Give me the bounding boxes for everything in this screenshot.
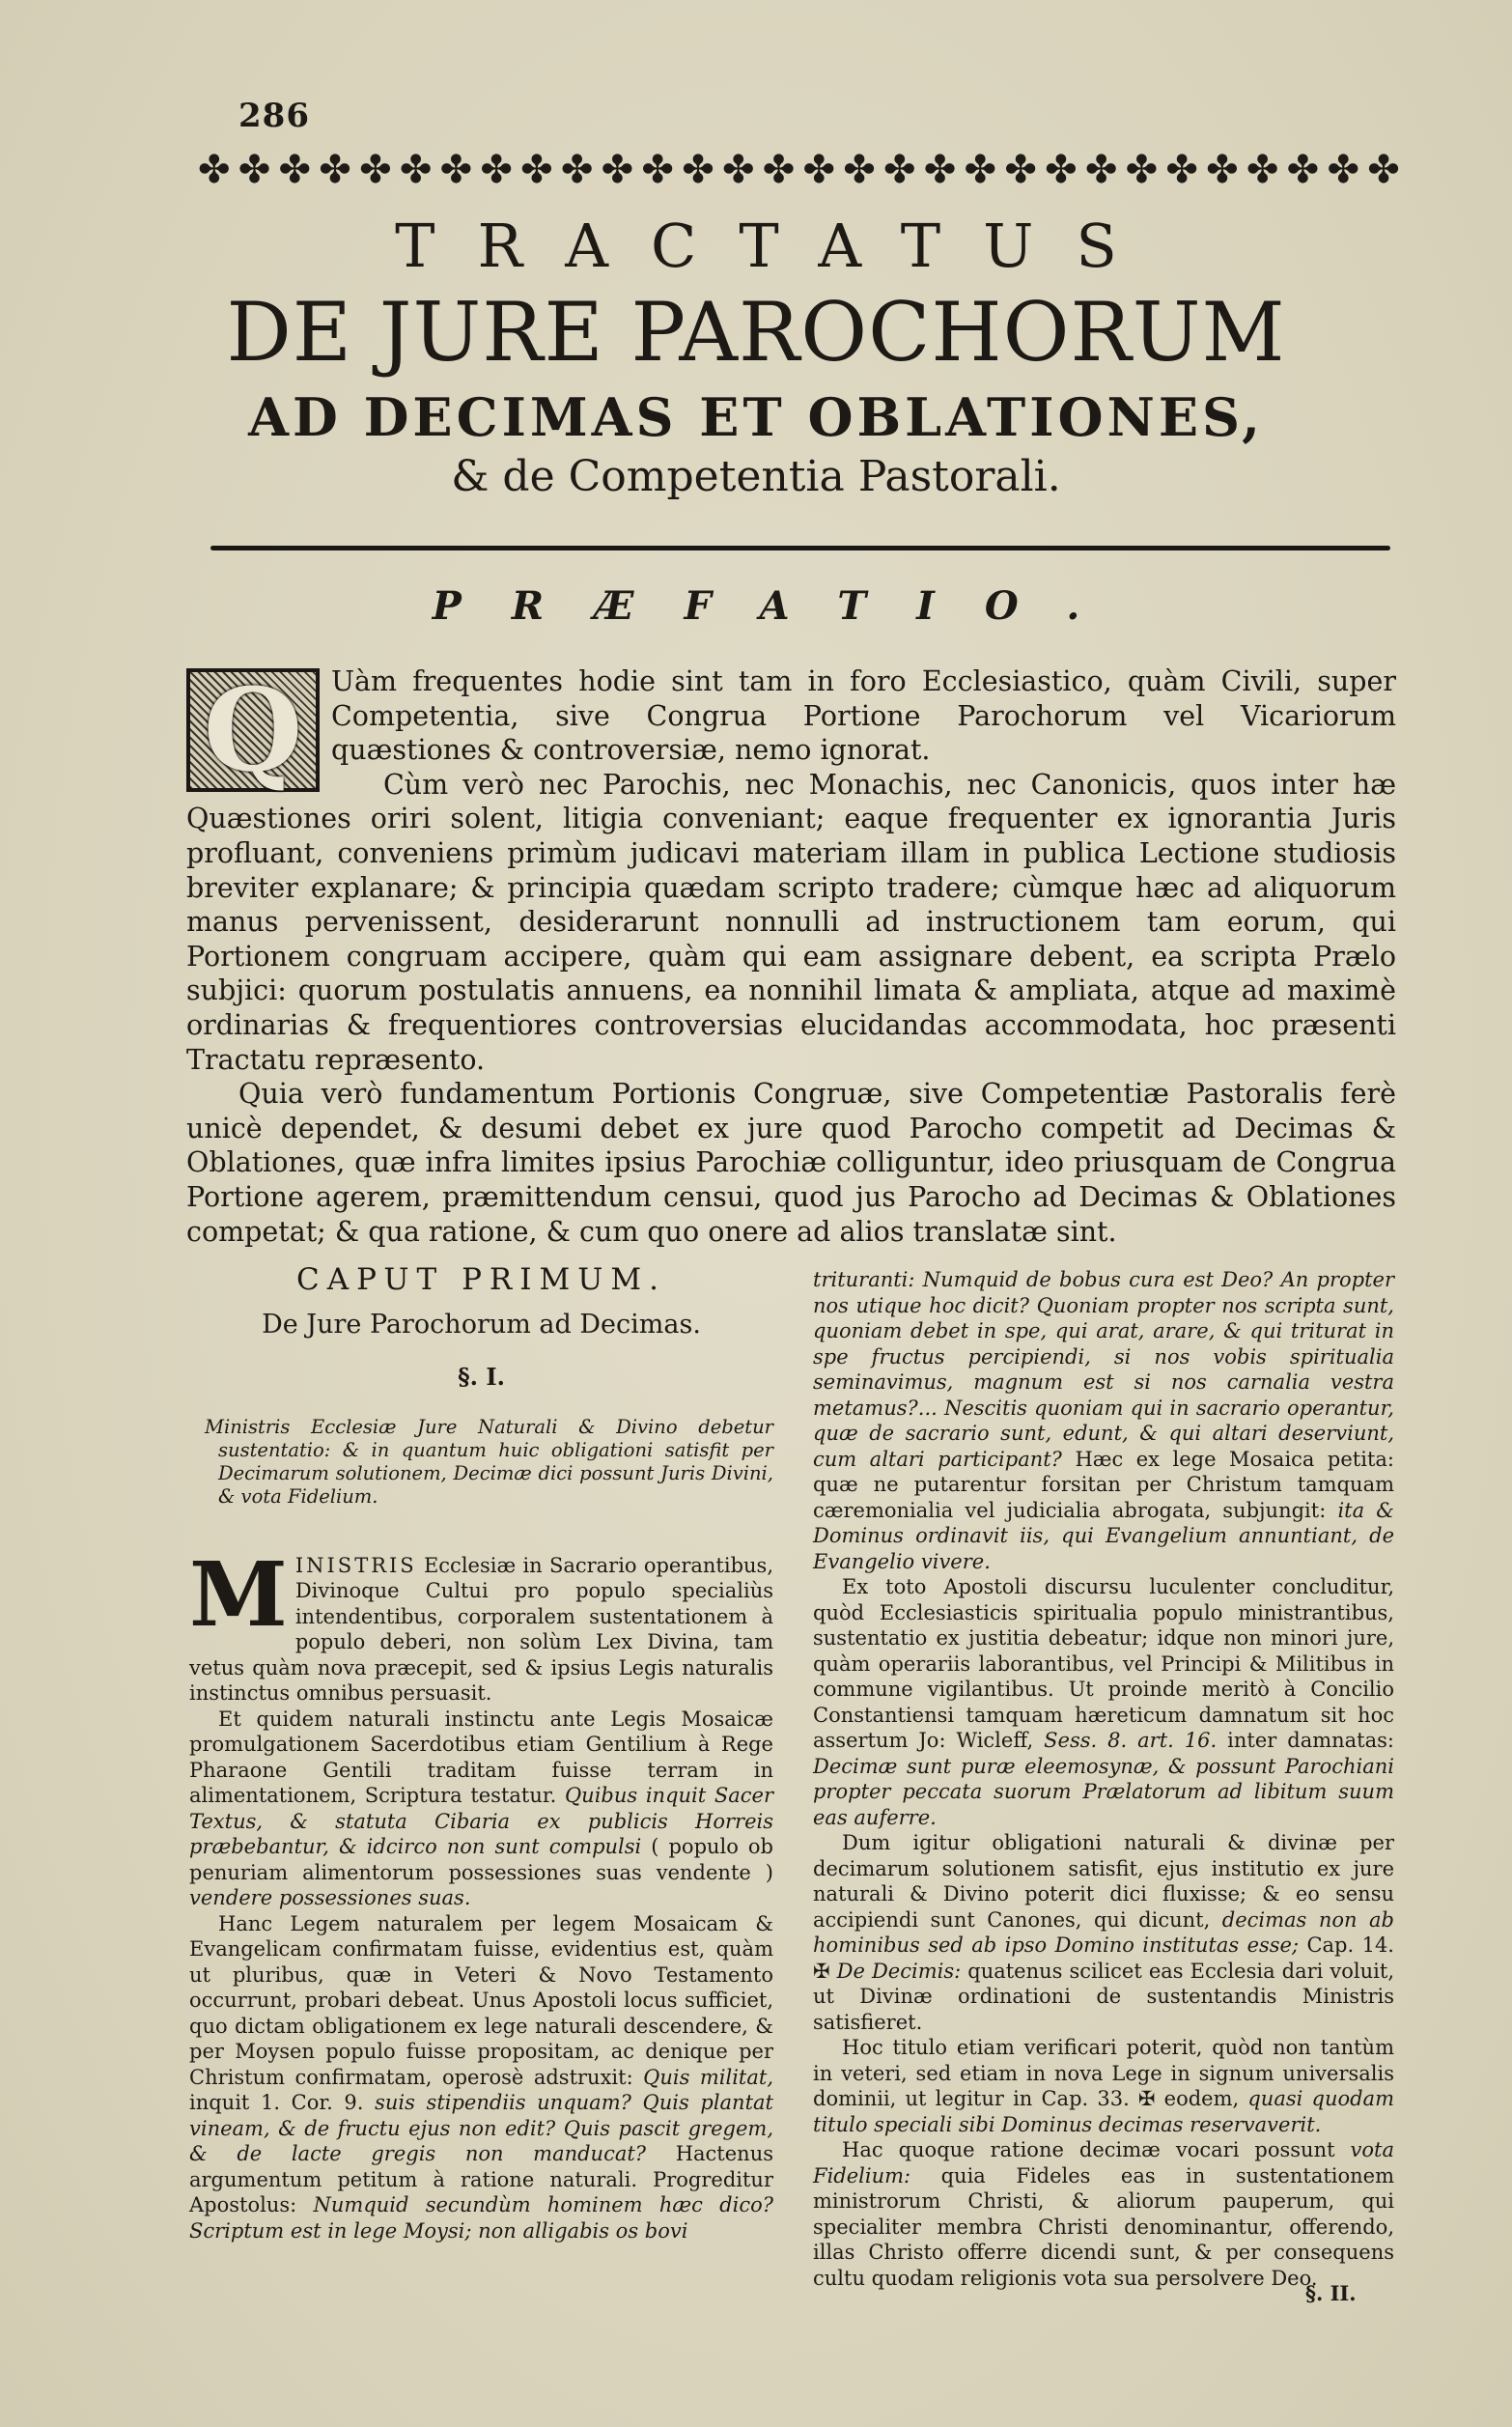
title-subtitle: AD DECIMAS ET OBLATIONES, [248, 386, 1264, 448]
paragraph-text: Hactenus argumentum petitum à ratione naturali. Progreditur Apostolus: [189, 2142, 774, 2216]
fleuron-icon: ✤ [1084, 148, 1118, 192]
title-main: DE JURE PAROCHORUM [226, 285, 1286, 380]
fleuron-icon: ✤ [641, 148, 674, 192]
fleuron-icon: ✤ [1045, 148, 1078, 192]
preface-paragraph: Quia verò fundamentum Portionis Congruæ, sive Competentiæ Pastoralis ferè unicè dependet, & desumi debet ex jure quod Parocho competit ad Decimas & Oblationes, quæ infra limites ipsius Parochiæ colliguntur, ideo priusquam de Congrua Portione agerem, præmittendum censui, quod jus Parocho ad Decimas & Oblationes competat; & qua ratione, & cum quo onere ad alios translatæ sint. [186, 1078, 1396, 1248]
fleuron-icon: ✤ [1246, 148, 1279, 192]
quotation: quasi quodam titulo speciali sibi Dominus decimas reservaverit. [813, 2087, 1394, 2136]
preface-paragraph: Uàm frequentes hodie sint tam in foro Ecclesiastico, quàm Civili, super Competentia, sive Congrua Portione Parochorum vel Vicariorum quæstiones & controversiæ, nemo ignorat. [331, 665, 1396, 767]
body-paragraph [189, 1707, 773, 1911]
section-summary: Ministris Ecclesiæ Jure Naturali & Divino debetur sustentatio: & in quantum huic obligationi satisfit per Decimarum solutionem, Decimæ dici possunt Juris Divini, & vota Fidelium. [205, 1415, 773, 1508]
fleuron-icon: ✤ [359, 148, 392, 192]
fleuron-icon: ✤ [1327, 148, 1359, 192]
dropcap-letter: Q [203, 663, 303, 797]
fleuron-icon: ✤ [238, 148, 271, 192]
quotation: De Decimis: [836, 1959, 962, 1983]
fleuron-icon: ✤ [883, 148, 916, 192]
praefatio-heading: PRÆFATIO. [432, 583, 1131, 629]
title-subtitle-secondary: & de Competentia Pastorali. [451, 452, 1061, 501]
paragraph-text: Ecclesiæ in Sacrario operantibus, Divinoque Cultui pro populo specialiùs intendentibus, corporalem sustentationem à populo deberi, non solùm Lex Divina, tam vetus quàm nova præcepit, sed & ipsius Legis naturalis instinctus omnibus persuasit. [189, 1553, 773, 1705]
fleuron-icon: ✤ [1286, 148, 1320, 192]
paragraph-text: Dum igitur obligationi naturali & divinæ per decimarum solutionem satisfit, ejus institutio ex jure naturali & Divino poterit dici fluxisse; & eo sensu accipiendi sunt Canones, qui dicunt, [813, 1831, 1394, 1932]
fleuron-icon: ✤ [1125, 148, 1159, 192]
fleuron-icon: ✤ [198, 148, 231, 192]
chapter-heading: CAPUT PRIMUM. [296, 1262, 666, 1297]
section-number: §. I. [458, 1363, 505, 1391]
fleuron-icon: ✤ [520, 148, 553, 192]
citation: Cap. 14. ✠ [813, 1933, 1394, 1983]
fleuron-icon: ✤ [1206, 148, 1239, 192]
fleuron-icon: ✤ [802, 148, 835, 192]
quotation: Quis militat, [643, 2065, 774, 2089]
fleuron-icon: ✤ [1165, 148, 1198, 192]
paragraph-text: inter damnatas: [1217, 1729, 1394, 1752]
preface-text [186, 664, 1396, 1249]
fleuron-icon: ✤ [480, 148, 513, 192]
quotation: trituranti: Numquid de bobus cura est Deo? An propter nos utique hoc dicit? Quoniam propter nos scripta sunt, quoniam debet in spe, qui arat, arare, & qui triturat in spe fructus percipiendi, si nos vobis spiritualia seminavimus, magnum est si nos carnalia vestra metamus?... Nescitis quoniam qui in sacrario operantur, quæ de sacrario sunt, edunt, & qui altari deserviunt, cum altari participant? [813, 1268, 1394, 1471]
quotation: Numquid secundùm hominem hæc dico? Scriptum est in lege Moysi; non alligabis os bovi [189, 2193, 773, 2243]
body-paragraph [813, 1267, 1394, 1574]
quotation: decimas non ab hominibus sed ab ipso Domino institutas esse; [813, 1907, 1394, 1957]
fleuron-icon: ✤ [439, 148, 473, 192]
quotation: vota Fidelium: [813, 2138, 1394, 2187]
paragraph-text: Et quidem naturali instinctu ante Legis Mosaicæ promulgationem Sacerdotibus etiam Gentilium à Rege Pharaone Gentili traditam fuisse terram in alimentationem, Scriptura testatur. [189, 1707, 773, 1807]
dropcap-m: M [189, 1541, 288, 1647]
fleuron-icon: ✤ [923, 148, 957, 192]
paragraph-text: quia Fideles eas in sustentationem ministrorum Christi, & aliorum pauperum, qui specialiter membra Christi denominantur, offerendo, illas Christo offerre dicendi sunt, & per consequens cultu quodam religionis vota sua persolvere Deo. [813, 2163, 1394, 2290]
paragraph-text: ( populo ob penuriam alimentorum possessiones suas vendente ) [189, 1835, 774, 1884]
body-paragraph [813, 2137, 1394, 2291]
fleuron-icon: ✤ [843, 148, 876, 192]
fleuron-icon: ✤ [399, 148, 433, 192]
fleuron-icon: ✤ [319, 148, 351, 192]
title-tractatus: TRACTATUS [395, 211, 1160, 281]
fleuron-icon: ✤ [560, 148, 594, 192]
body-paragraph [813, 1574, 1394, 1830]
paragraph-text: Hæc ex lege Mosaica petita: quæ ne putarentur forsitan per Christum tamquam cæremonialia vel judicialia abrogata, subjungit: [813, 1447, 1394, 1522]
ornament-border [198, 143, 1400, 197]
paragraph-text: Hoc titulo etiam verificari poterit, quòd non tantùm in veteri, sed etiam in nova Lege in signum universalis dominii, ut legitur in Cap. 33. ✠ eodem, [813, 2036, 1394, 2110]
quotation: Quibus inquit Sacer Textus, & statuta Cibaria ex publicis Horreis præbebantur, & idcirco non sunt compulsi [189, 1784, 774, 1858]
fleuron-icon: ✤ [601, 148, 634, 192]
body-paragraph [813, 2035, 1394, 2137]
fleuron-icon: ✤ [762, 148, 796, 192]
decorative-initial-q-icon [186, 663, 320, 797]
paragraph-text: inquit 1. Cor. 9. [189, 2091, 376, 2114]
paragraph-text: quatenus scilicet eas Ecclesia dari voluit, ut Divinæ ordinationi de sustentandis Ministris satisfieret. [813, 1959, 1395, 2034]
fleuron-icon: ✤ [721, 148, 755, 192]
fleuron-icon: ✤ [1004, 148, 1037, 192]
body-paragraph [189, 1541, 773, 1707]
quotation: vendere possessiones suas. [189, 1886, 471, 1909]
horizontal-rule [210, 546, 1390, 550]
paragraph-text: Hac quoque ratione decimæ vocari possunt [842, 2138, 1351, 2161]
body-paragraph [813, 1830, 1394, 2035]
paragraph-text: Hanc Legem naturalem per legem Mosaicam & Evangelicam confirmatam fuisse, evidentius est, quàm ut pluribus, quæ in Veteri & Novo Testamento occurrunt, probari debeat. Unus Apostoli locus sufficiet, quo dictam obligationem ex lege naturali descendere, & per Moysen populo fuisse propositam, ac denique per Christum confirmatam, operosè adstruxit: [189, 1911, 773, 2089]
fleuron-icon: ✤ [1367, 148, 1400, 192]
citation: Sess. 8. art. 16. [1044, 1729, 1218, 1752]
page-number: 286 [238, 97, 310, 135]
first-word: INISTRIS [294, 1553, 417, 1577]
body-paragraph [189, 1911, 773, 2244]
quotation: ita & Dominus ordinavit iis, qui Evangelium annuntiant, de Evangelio vivere. [813, 1498, 1394, 1573]
quotation: suis stipendiis unquam? Quis plantat vineam, & de fructu ejus non edit? Quis pascit gregem, & de lacte gregis non manducat? [189, 2091, 773, 2165]
paragraph-text: Ex toto Apostoli discursu luculenter concluditur, quòd Ecclesiasticis spiritualia populo ministrantibus, sustentatio ex justitia debeatur; idque non minori jure, quàm operariis laborantibus, vel Principi & Militibus in commune vigilantibus. Ut proinde meritò à Concilio Constantiensi tamquam hæreticum damnatum sit hoc assertum Jo: Wicleff, [813, 1575, 1394, 1752]
chapter-subheading: De Jure Parochorum ad Decimas. [262, 1309, 701, 1340]
right-column [813, 1267, 1394, 2291]
left-column [189, 1262, 774, 2244]
quotation: Decimæ sunt puræ eleemosynæ, & possunt Parochiani propter peccata suorum Prælatorum ad libitum suum eas auferre. [813, 1754, 1394, 1829]
preface-paragraph: Cùm verò nec Parochis, nec Monachis, nec Canonicis, quos inter hæ Quæstiones oriri solent, litigia conveniant; eaque frequenter ex ignorantia Juris profluant, conveniens primùm judicavi materiam illam in publica Lectione studiosis breviter explanare; & principia quædam scripto tradere; cùmque hæc ad aliquorum manus pervenissent, desiderarunt nonnulli ad instructionem tam eorum, qui Portionem congruam accipere, quàm qui eam assignare debent, ea scripta Prælo subjici: quorum postulatis annuens, ea nonnihil limata & ampliata, atque ad maximè ordinarias & frequentiores controversias elucidandas accommodata, hoc præsenti Tractatu repræsento. [186, 768, 1396, 1076]
fleuron-icon: ✤ [278, 148, 312, 192]
next-section-catchword: §. II. [1305, 2281, 1357, 2305]
fleuron-icon: ✤ [964, 148, 997, 192]
fleuron-icon: ✤ [682, 148, 714, 192]
